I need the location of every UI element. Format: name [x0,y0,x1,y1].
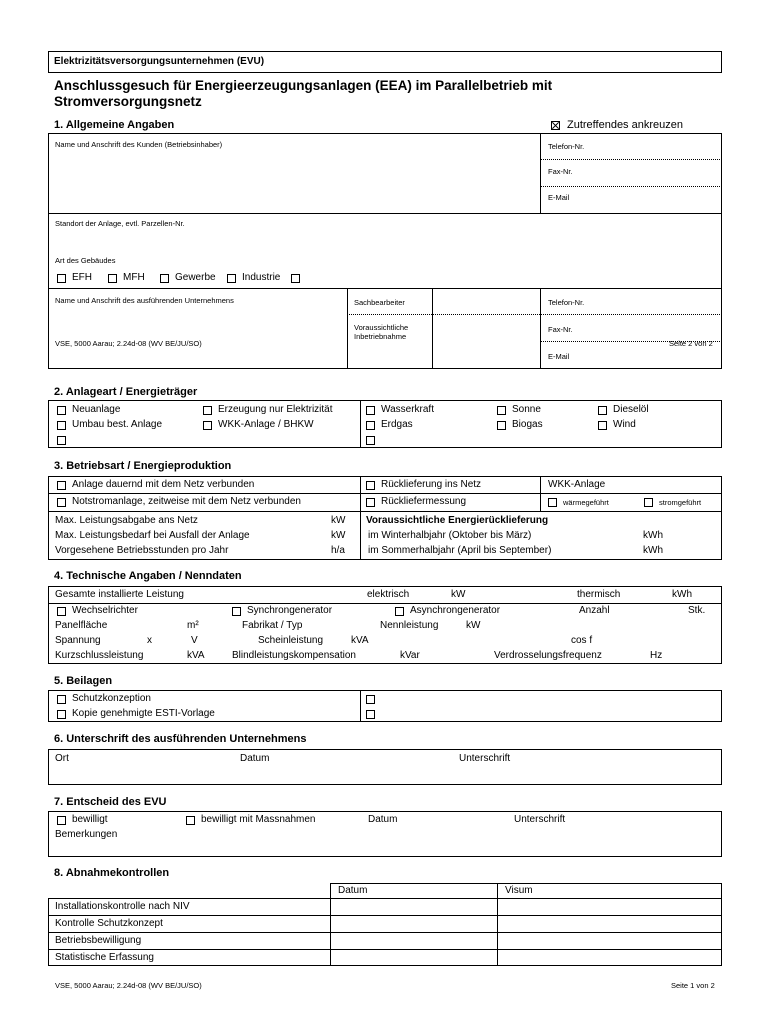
abnahme-datum-header: Datum [338,885,368,896]
wechselrichter-checkbox[interactable] [57,607,66,616]
nennleistung-unit: kW [466,620,481,631]
anzahl-label: Anzahl [579,605,610,616]
kurzschlussleistung-unit: kVA [187,650,205,661]
stray-page-text: Seite 2 von 2 [669,339,713,348]
form-title-line2: Stromversorgungsnetz [54,94,202,109]
max-abgabe-label: Max. Leistungsabgabe ans Netz [55,515,198,526]
ruecklieferung-checkbox[interactable] [366,481,375,490]
thermisch-unit: kWh [672,589,692,600]
section3-heading: 3. Betriebsart / Energieproduktion [54,460,232,472]
synchrongenerator-checkbox[interactable] [232,607,241,616]
spannung-label: Spannung [55,635,101,646]
other-type-checkbox[interactable] [57,436,66,445]
sonne-label: Sonne [512,404,541,415]
rueckliefermessung-label: Rückliefermessung [381,496,467,507]
section6-heading: 6. Unterschrift des ausführenden Unternehmens [54,733,307,745]
blindleistung-label: Blindleistungskompensation [232,650,356,661]
biogas-checkbox[interactable] [497,421,506,430]
bewilligt-label: bewilligt [72,814,108,825]
spannung-times: x [147,635,152,646]
stromgefuehrt-checkbox[interactable] [644,498,653,507]
cos-phi-label: cos f [571,635,593,646]
customer-fax-label: Fax-Nr. [548,167,573,176]
rueckliefermessung-checkbox[interactable] [366,498,375,507]
form-title-line1: Anschlussgesuch für Energieerzeugungsanlagen (EEA) im Parallelbetrieb mit [54,78,553,93]
industrie-label: Industrie [242,272,281,283]
footer-ref: VSE, 5000 Aarau; 2.24d-08 (WV BE/JU/SO) [55,981,202,990]
footer-page: Seite 1 von 2 [671,981,715,990]
erzeugung-label: Erzeugung nur Elektrizität [218,404,333,415]
umbau-checkbox[interactable] [57,421,66,430]
elektrisch-unit: kW [451,589,466,600]
max-bedarf-unit: kW [331,530,346,541]
stray-ref-text: VSE, 5000 Aarau; 2.24d-08 (WV BE/JU/SO) [55,339,202,348]
fabrikat-label: Fabrikat / Typ [242,620,303,631]
asynchrongenerator-label: Asynchrongenerator [410,605,501,616]
thermisch-label: thermisch [577,589,621,600]
customer-email-label: E-Mail [548,193,570,202]
table-row-label: Kontrolle Schutzkonzept [55,918,163,929]
spannung-unit: V [191,635,198,646]
sommer-unit: kWh [643,545,663,556]
customer-name-label: Name und Anschrift des Kunden (Betriebsinhaber) [55,140,223,149]
blindleistung-unit: kVar [400,650,420,661]
erdgas-checkbox[interactable] [366,421,375,430]
other-building-checkbox[interactable] [291,274,300,283]
max-abgabe-unit: kW [331,515,346,526]
contractor-fax-label: Fax-Nr. [548,325,573,334]
nennleistung-label: Nennleistung [380,620,439,631]
other-attachment-checkbox-2[interactable] [366,710,375,719]
site-label: Standort der Anlage, evtl. Parzellen-Nr. [55,219,185,228]
verdrosselung-label: Verdrosselungsfrequenz [494,650,602,661]
erdgas-label: Erdgas [381,419,413,430]
dieseloel-checkbox[interactable] [598,406,607,415]
abnahme-visum-header: Visum [505,885,533,896]
panelflaeche-label: Panelfläche [55,620,108,631]
winter-label: im Winterhalbjahr (Oktober bis März) [368,530,532,541]
gewerbe-checkbox[interactable] [160,274,169,283]
neuanlage-checkbox[interactable] [57,406,66,415]
wind-label: Wind [613,419,636,430]
umbau-label: Umbau best. Anlage [72,419,163,430]
efh-label: EFH [72,272,92,283]
ort-label: Ort [55,753,69,764]
esti-vorlage-checkbox[interactable] [57,710,66,719]
legend-crossed-checkbox-icon [551,121,560,130]
sonne-checkbox[interactable] [497,406,506,415]
schutzkonzeption-checkbox[interactable] [57,695,66,704]
clerk-label: Sachbearbeiter [354,298,405,307]
efh-checkbox[interactable] [57,274,66,283]
table-row-label: Installationskontrolle nach NIV [55,901,190,912]
waermegefuehrt-label: wärmegeführt [563,498,609,507]
winter-unit: kWh [643,530,663,541]
stromgefuehrt-label: stromgeführt [659,498,702,507]
legend-text: Zutreffendes ankreuzen [567,119,683,131]
elektrisch-label: elektrisch [367,589,410,600]
betriebsstunden-label: Vorgesehene Betriebsstunden pro Jahr [55,545,229,556]
evu-label: Elektrizitätsversorgungsunternehmen (EVU) [54,56,265,67]
section7-heading: 7. Entscheid des EVU [54,796,167,808]
datum-label: Datum [240,753,270,764]
contractor-email-label: E-Mail [548,352,570,361]
entscheid-datum-label: Datum [368,814,398,825]
scheinleistung-unit: kVA [351,635,369,646]
section6-box[interactable] [48,749,722,785]
wechselrichter-label: Wechselrichter [72,605,138,616]
mfh-label: MFH [123,272,145,283]
max-bedarf-label: Max. Leistungsbedarf bei Ausfall der Anlage [55,530,250,541]
dauernd-label: Anlage dauernd mit dem Netz verbunden [72,479,255,490]
ruecklieferung-label: Rücklieferung ins Netz [381,479,482,490]
esti-vorlage-label: Kopie genehmigte ESTI-Vorlage [72,708,215,719]
scheinleistung-label: Scheinleistung [258,635,324,646]
industrie-checkbox[interactable] [227,274,236,283]
bewilligt-massnahmen-label: bewilligt mit Massnahmen [201,814,316,825]
building-type-label: Art des Gebäudes [55,256,116,265]
verdrosselung-unit: Hz [650,650,663,661]
wasserkraft-checkbox[interactable] [366,406,375,415]
section8-heading: 8. Abnahmekontrollen [54,867,170,879]
dieseloel-label: Dieselöl [613,404,649,415]
other-energy-checkbox[interactable] [366,436,375,445]
bewilligt-massnahmen-checkbox[interactable] [186,816,195,825]
unterschrift-label: Unterschrift [459,753,511,764]
gewerbe-label: Gewerbe [175,272,216,283]
section1-heading: 1. Allgemeine Angaben [54,119,175,131]
customer-phone-label: Telefon-Nr. [548,142,585,151]
contractor-label: Name und Anschrift des ausführenden Unternehmens [55,296,234,305]
schutzkonzeption-label: Schutzkonzeption [72,693,151,704]
bewilligt-checkbox[interactable] [57,816,66,825]
betriebsstunden-unit: h/a [331,545,345,556]
section4-heading: 4. Technische Angaben / Nenndaten [54,570,242,582]
table-row-label: Statistische Erfassung [55,952,154,963]
neuanlage-label: Neuanlage [72,404,121,415]
anzahl-unit: Stk. [688,605,706,616]
section2-heading: 2. Anlageart / Energieträger [54,386,198,398]
wkk-bhkw-label: WKK-Anlage / BHKW [218,419,314,430]
waermegefuehrt-checkbox[interactable] [548,498,557,507]
sommer-label: im Sommerhalbjahr (April bis September) [368,545,552,556]
asynchrongenerator-checkbox[interactable] [395,607,404,616]
notstrom-checkbox[interactable] [57,498,66,507]
gesamt-leistung-label: Gesamte installierte Leistung [55,589,184,600]
wkk-anlage-label: WKK-Anlage [548,479,606,490]
dauernd-checkbox[interactable] [57,481,66,490]
wkk-bhkw-checkbox[interactable] [203,421,212,430]
synchrongenerator-label: Synchrongenerator [247,605,333,616]
wasserkraft-label: Wasserkraft [381,404,434,415]
energie-ruecklieferung-title: Voraussichtliche Energierücklieferung [366,515,549,526]
table-row-label: Betriebsbewilligung [55,935,142,946]
panelflaeche-unit: m² [187,620,199,631]
bemerkungen-label: Bemerkungen [55,829,118,840]
wind-checkbox[interactable] [598,421,607,430]
biogas-label: Biogas [512,419,543,430]
other-attachment-checkbox-1[interactable] [366,695,375,704]
startup-label-line1: Voraussichtliche [354,323,409,332]
section5-heading: 5. Beilagen [54,675,113,687]
kurzschlussleistung-label: Kurzschlussleistung [55,650,144,661]
mfh-checkbox[interactable] [108,274,117,283]
contractor-phone-label: Telefon-Nr. [548,298,585,307]
entscheid-unterschrift-label: Unterschrift [514,814,566,825]
erzeugung-checkbox[interactable] [203,406,212,415]
notstrom-label: Notstromanlage, zeitweise mit dem Netz verbunden [72,496,301,507]
startup-label-line2: Inbetriebnahme [354,332,407,341]
